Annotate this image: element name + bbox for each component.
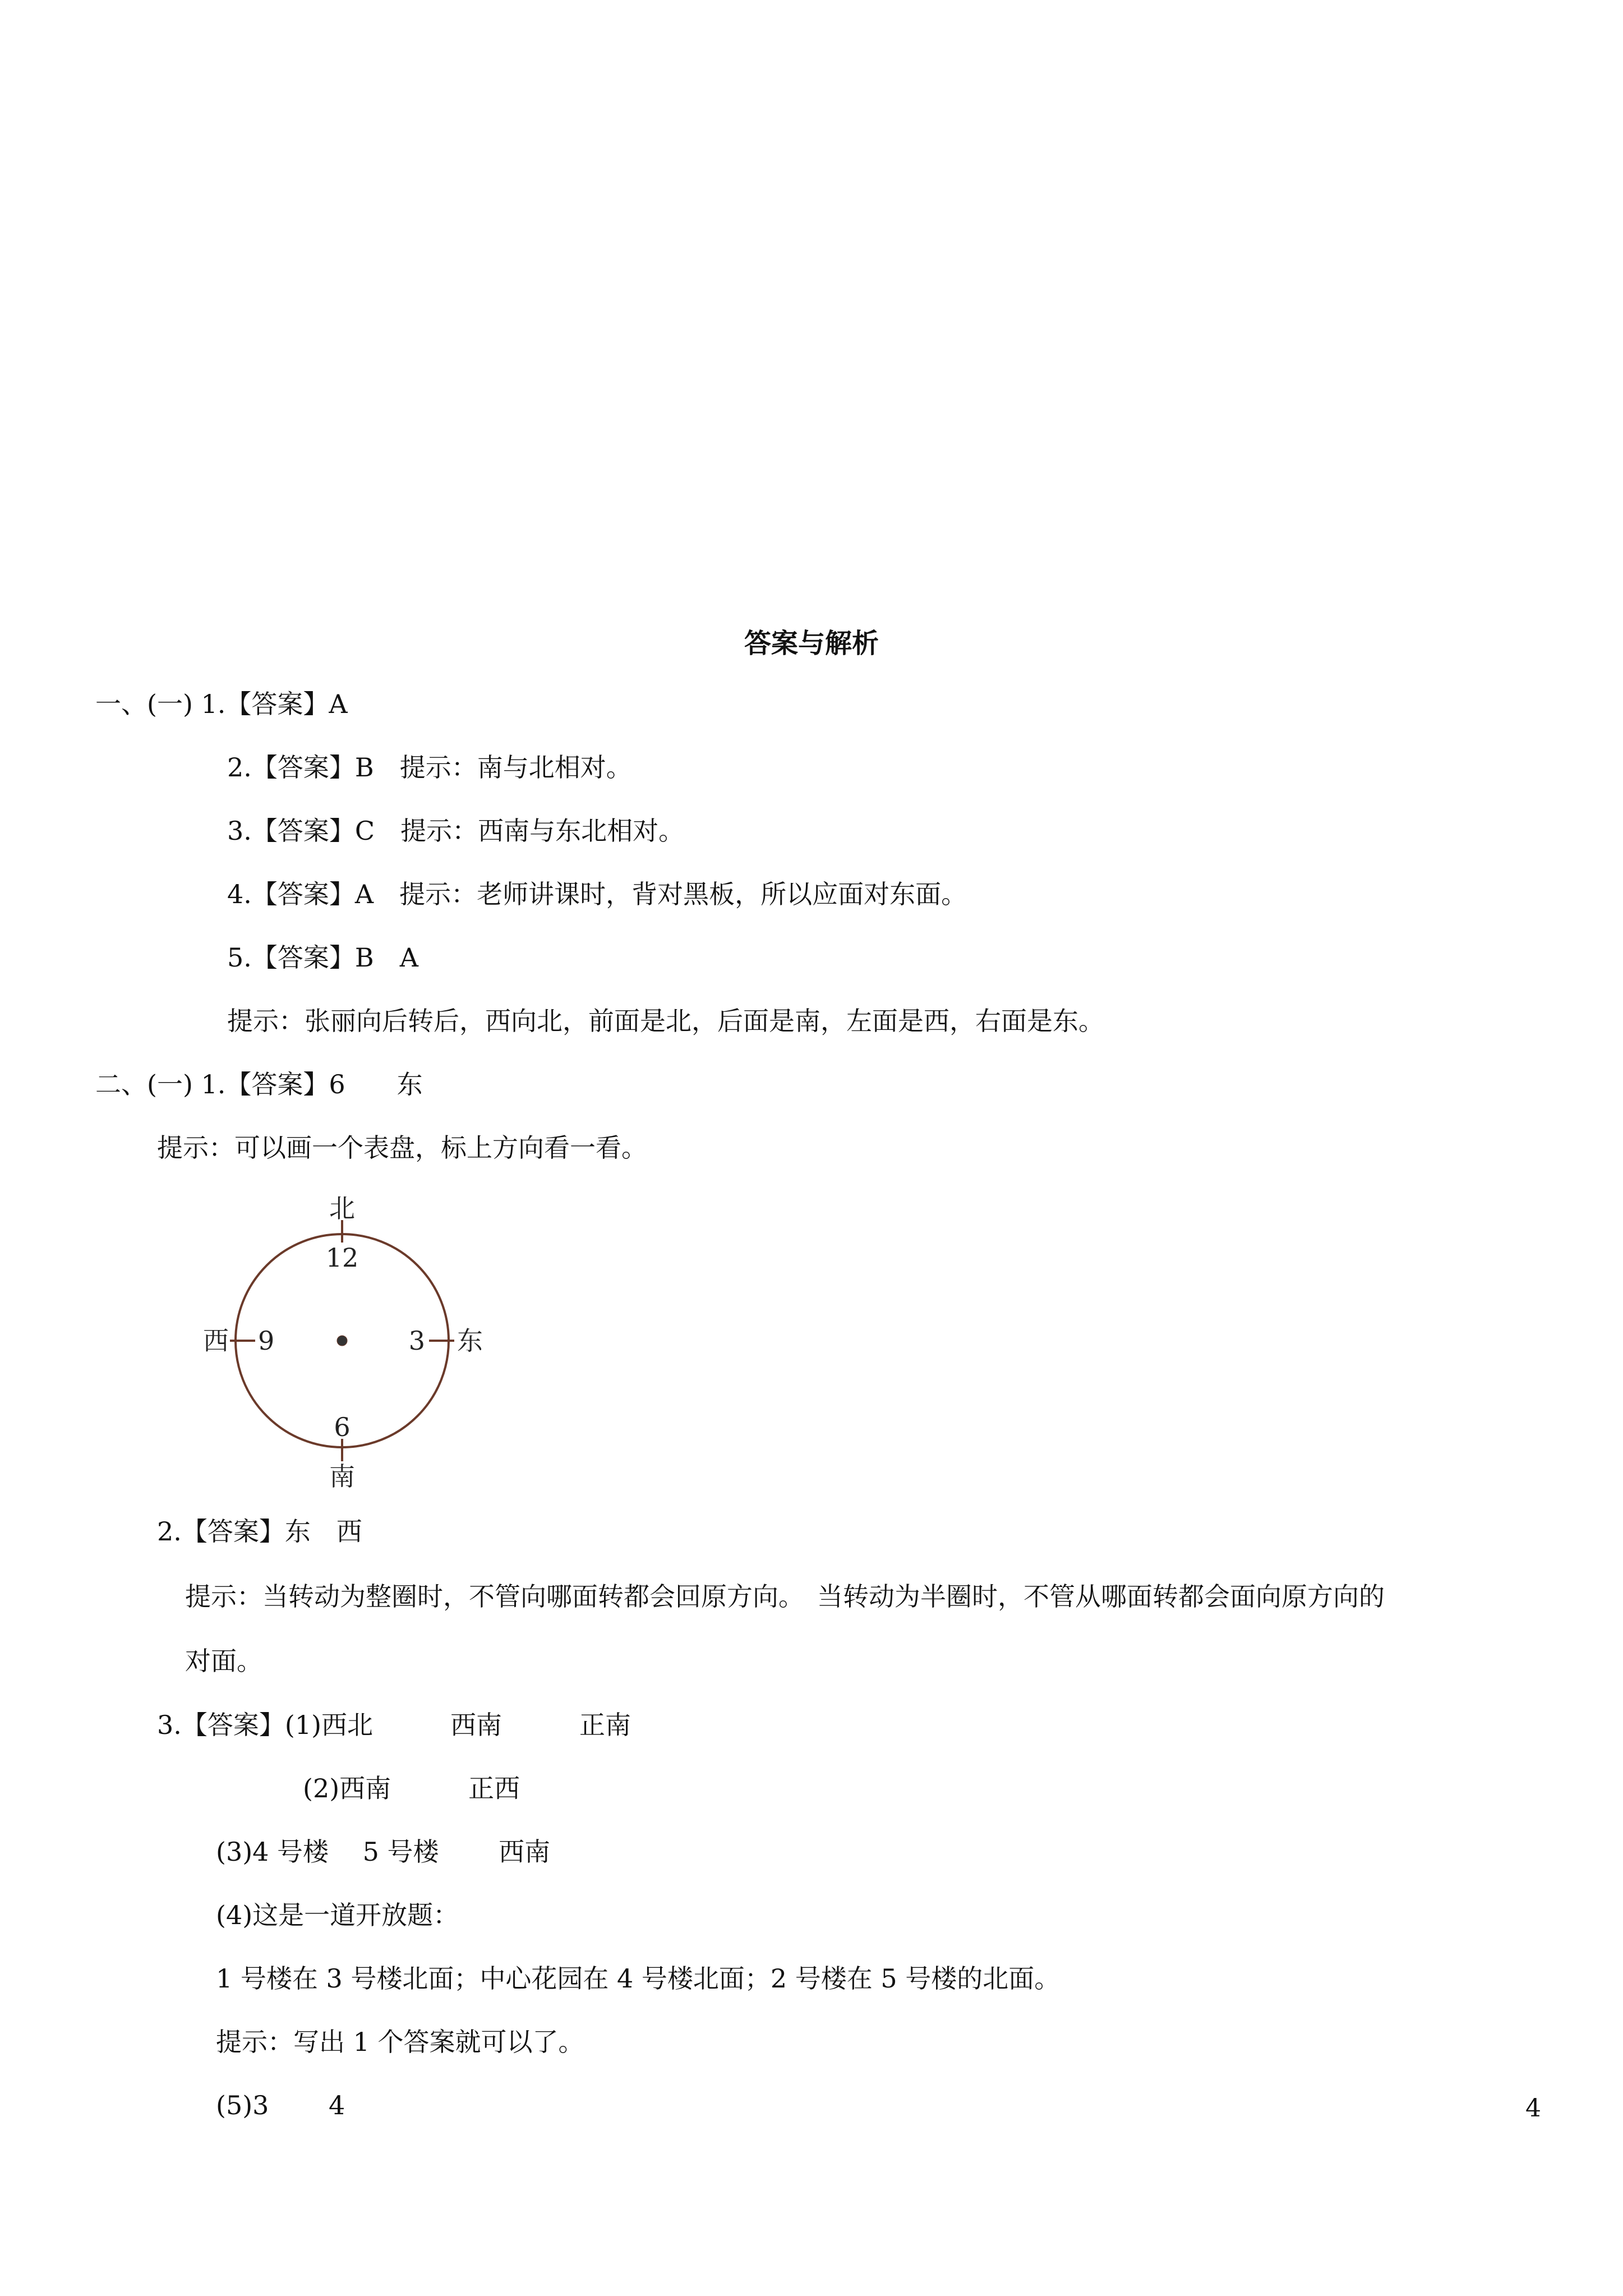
clock-number-9: 9 [258,1326,275,1356]
answer-line-2-3-1: 3.【答案】(1)西北 西南 正南 [157,1710,631,1740]
page-number: 4 [1525,2094,1541,2123]
clock-number-12: 12 [325,1243,359,1273]
hint-line-2-3-4: 提示：写出 1 个答案就可以了。 [216,2027,584,2057]
answer-line-2-3-4-detail: 1 号楼在 3 号楼北面；中心花园在 4 号楼北面；2 号楼在 5 号楼的北面。 [216,1963,1061,1994]
east-label: 东 [457,1326,483,1356]
answer-line-2-2: 2.【答案】东 西 [157,1516,362,1547]
answer-line-1-2: 2.【答案】B 提示：南与北相对。 [227,752,632,783]
clock-compass-diagram [191,1189,527,1492]
hint-line-2-2: 提示：当转动为整圈时，不管向哪面转都会回原方向。 当转动为半圈时，不管从哪面转都会面向原方向的 [185,1581,1385,1612]
answer-line-1-4: 4.【答案】A 提示：老师讲课时，背对黑板，所以应面对东面。 [227,879,967,909]
west-label: 西 [203,1326,229,1356]
answer-line-2-3-5: (5)3 4 [216,2090,345,2120]
answer-line-1-1: 一、(一) 1.【答案】A [95,689,348,719]
clock-number-6: 6 [334,1412,351,1442]
hint-line-2-1: 提示：可以画一个表盘，标上方向看一看。 [157,1133,647,1163]
answer-line-2-3-2: (2)西南 正西 [303,1773,520,1803]
hint-line-1-5: 提示：张丽向后转后，西向北，前面是北，后面是南，左面是西，右面是东。 [227,1006,1104,1036]
answer-line-2-1: 二、(一) 1.【答案】6 东 [95,1069,423,1099]
north-label: 北 [329,1193,355,1223]
answer-line-2-3-3: (3)4 号楼 5 号楼 西南 [216,1837,551,1867]
page-title: 答案与解析 [744,628,879,659]
answer-line-1-5: 5.【答案】B A [227,942,418,973]
clock-center-dot [337,1336,347,1346]
south-label: 南 [329,1461,355,1492]
clock-number-3: 3 [408,1326,425,1356]
answer-line-1-3: 3.【答案】C 提示：西南与东北相对。 [227,816,685,846]
answer-line-2-3-4: (4)这是一道开放题： [216,1900,459,1930]
hint-line-2-2-cont: 对面。 [185,1646,262,1676]
